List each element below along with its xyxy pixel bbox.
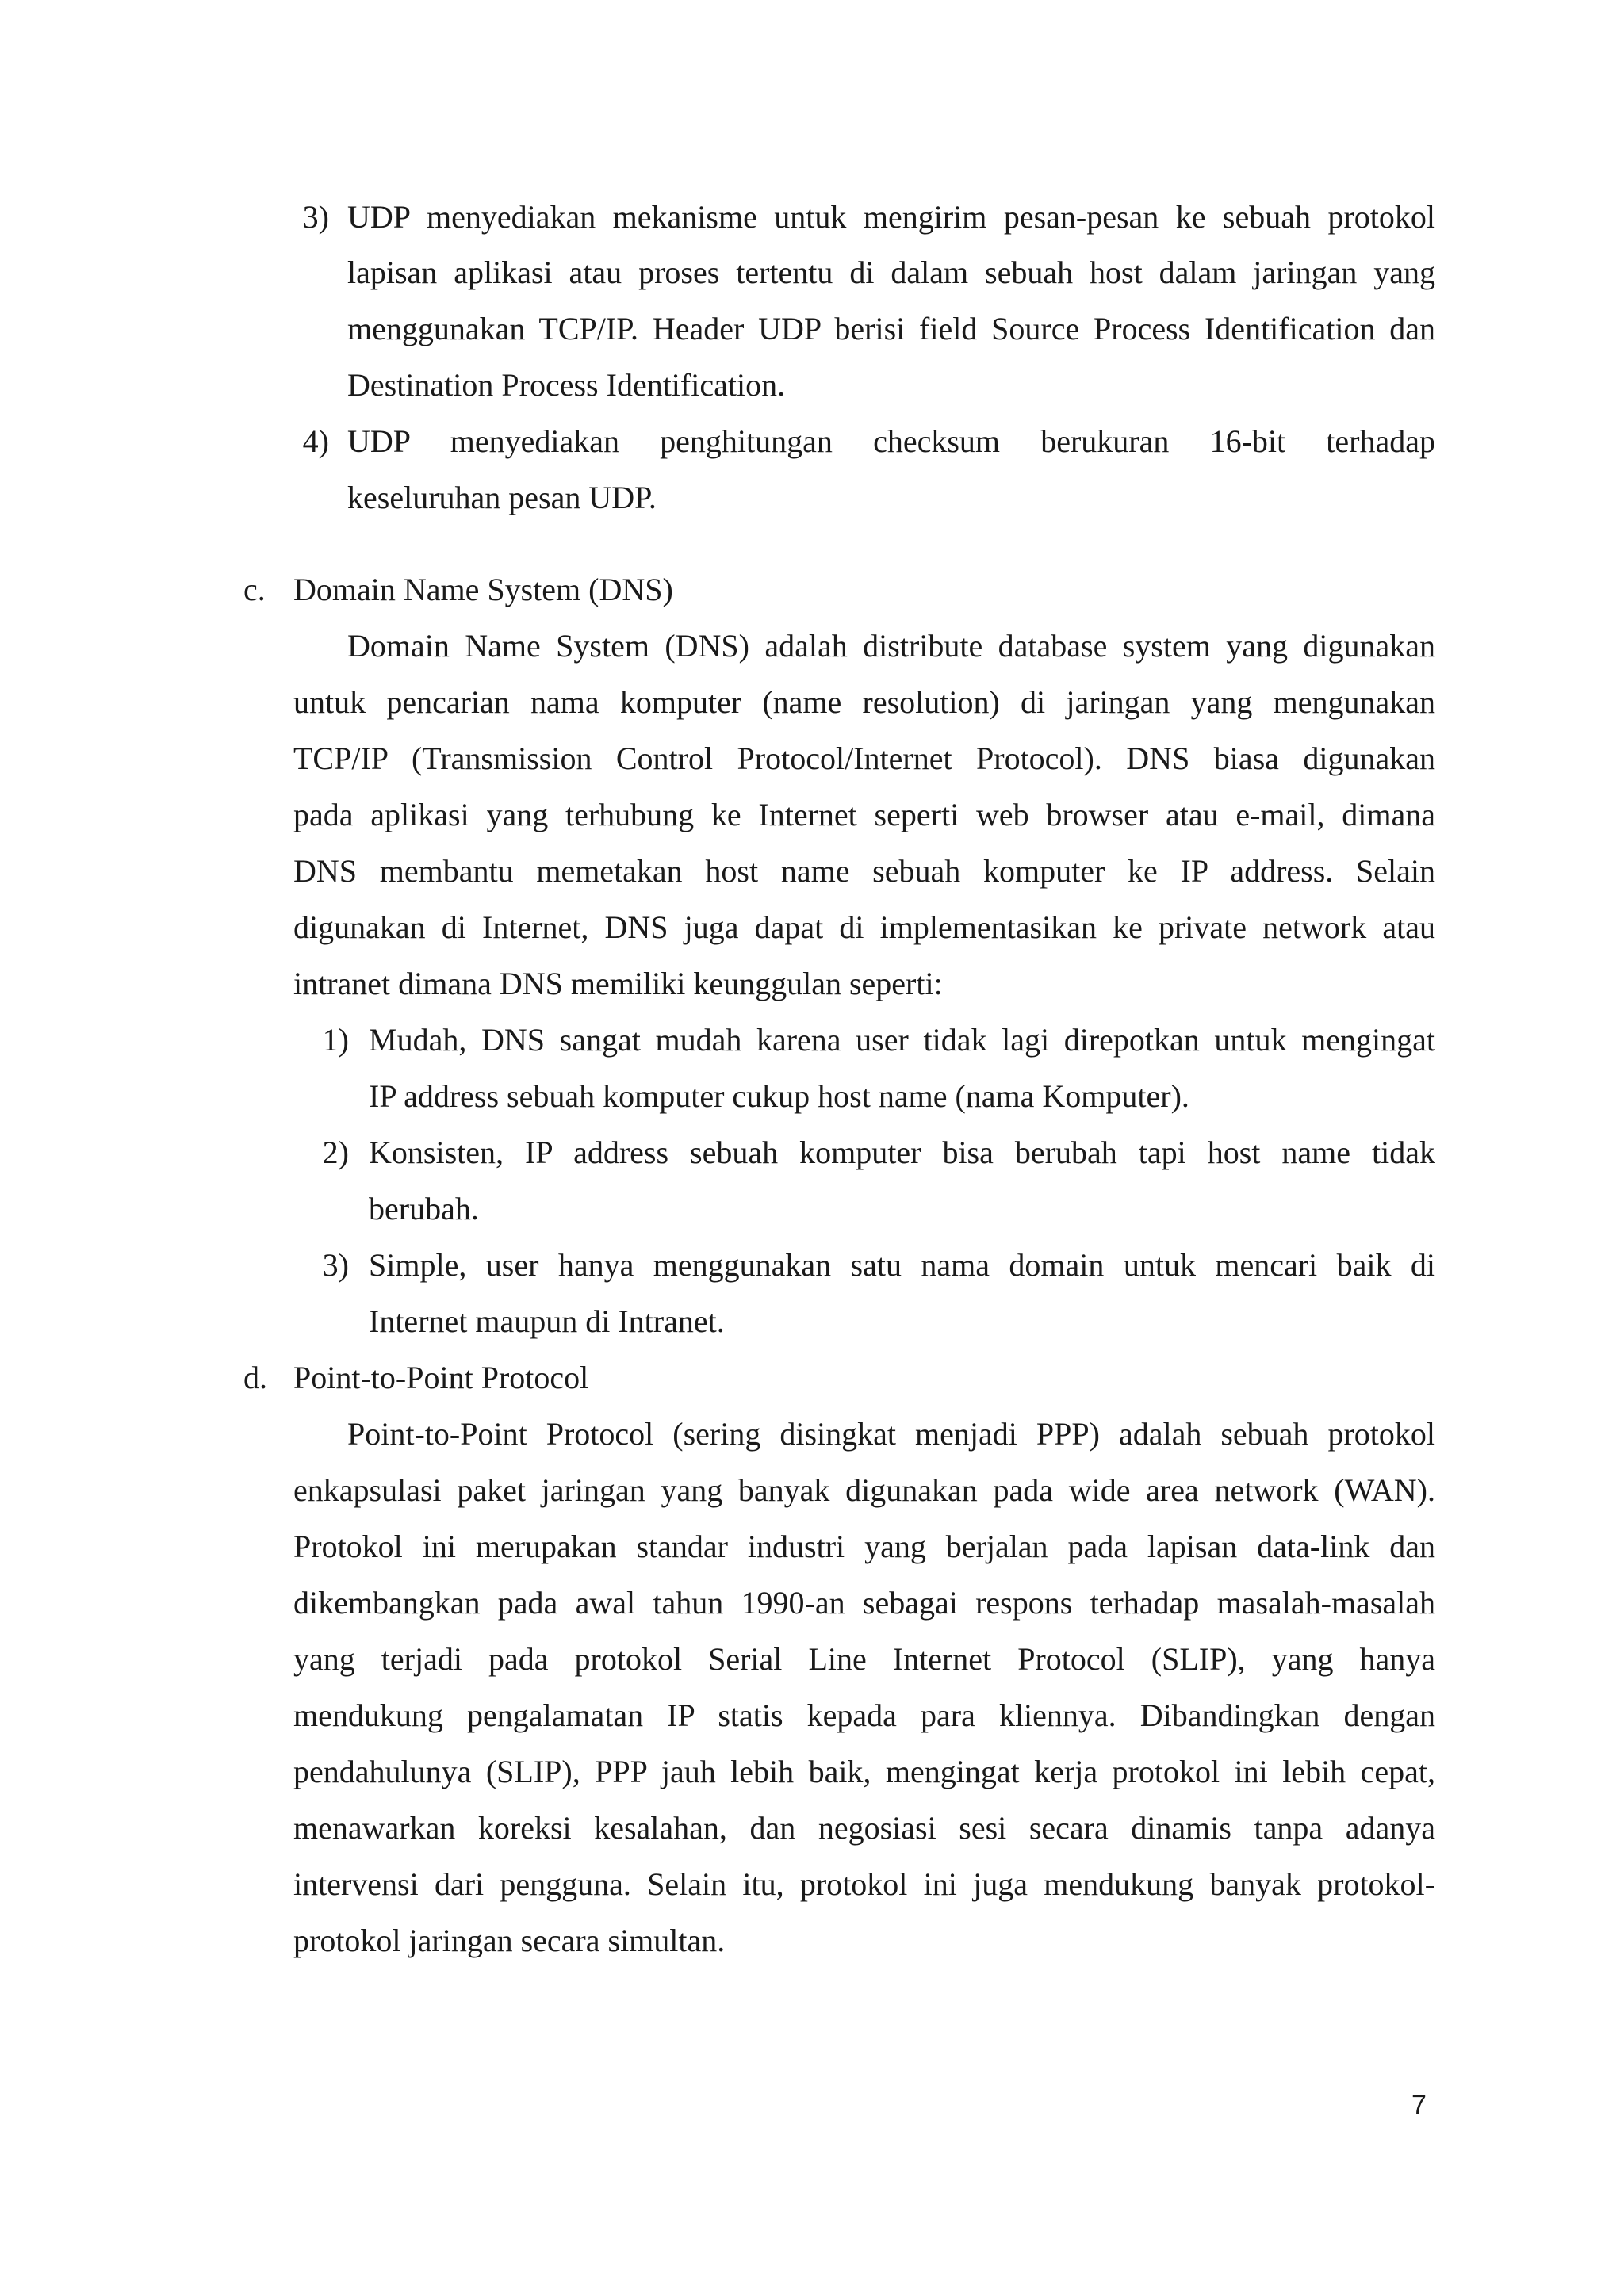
text-line: Simple, user hanya menggunakan satu nama domain untuk mencari baik di bbox=[369, 1247, 1435, 1283]
paragraph-line: menawarkan koreksi kesalahan, dan negosiasi sesi secara dinamis tanpa adanya bbox=[293, 1810, 1435, 1846]
paragraph-line: mendukung pengalamatan IP statis kepada para kliennya. Dibandingkan dengan bbox=[293, 1697, 1435, 1733]
paragraph-line: DNS membantu memetakan host name sebuah komputer ke IP address. Selain bbox=[293, 853, 1435, 889]
paragraph-line: digunakan di Internet, DNS juga dapat di implementasikan ke private network atau bbox=[293, 909, 1435, 945]
paragraph-line: pada aplikasi yang terhubung ke Internet seperti web browser atau e-mail, dimana bbox=[293, 797, 1435, 832]
list-number: 1) bbox=[322, 1022, 349, 1058]
page-number: 7 bbox=[1411, 2090, 1427, 2120]
paragraph-line: dikembangkan pada awal tahun 1990-an sebagai respons terhadap masalah-masalah bbox=[293, 1585, 1435, 1621]
paragraph-line: yang terjadi pada protokol Serial Line Internet Protocol (SLIP), yang hanya bbox=[293, 1641, 1435, 1677]
paragraph-line: pendahulunya (SLIP), PPP jauh lebih baik, mengingat kerja protokol ini lebih cepat, bbox=[293, 1754, 1435, 1789]
text-line: Mudah, DNS sangat mudah karena user tidak lagi direpotkan untuk mengingat bbox=[369, 1022, 1435, 1058]
text-line: IP address sebuah komputer cukup host name (nama Komputer). bbox=[369, 1078, 1189, 1114]
paragraph-line: protokol jaringan secara simultan. bbox=[293, 1923, 726, 1958]
section-marker: d. bbox=[243, 1360, 267, 1395]
text-line: keseluruhan pesan UDP. bbox=[347, 480, 657, 515]
paragraph-line: Protokol ini merupakan standar industri yang berjalan pada lapisan data-link dan bbox=[293, 1529, 1435, 1564]
section-heading: Domain Name System (DNS) bbox=[293, 572, 673, 607]
section-marker: c. bbox=[243, 572, 266, 607]
text-line: menggunakan TCP/IP. Header UDP berisi field Source Process Identification dan bbox=[347, 311, 1435, 346]
list-number: 3) bbox=[302, 199, 329, 235]
paragraph-line: Point-to-Point Protocol (sering disingkat menjadi PPP) adalah sebuah protokol bbox=[347, 1416, 1435, 1452]
paragraph-line: untuk pencarian nama komputer (name resolution) di jaringan yang mengunakan bbox=[293, 684, 1435, 720]
paragraph-line: Domain Name System (DNS) adalah distribute database system yang digunakan bbox=[347, 628, 1435, 664]
text-line: berubah. bbox=[369, 1191, 479, 1226]
list-number: 3) bbox=[322, 1247, 349, 1283]
text-line: UDP menyediakan penghitungan checksum berukuran 16-bit terhadap bbox=[347, 423, 1435, 459]
text-line: Destination Process Identification. bbox=[347, 367, 786, 403]
text-line: lapisan aplikasi atau proses tertentu di dalam sebuah host dalam jaringan yang bbox=[347, 254, 1435, 290]
text-line: Internet maupun di Intranet. bbox=[369, 1303, 725, 1339]
text-line: Konsisten, IP address sebuah komputer bisa berubah tapi host name tidak bbox=[369, 1135, 1435, 1170]
paragraph-line: TCP/IP (Transmission Control Protocol/Internet Protocol). DNS biasa digunakan bbox=[293, 740, 1435, 776]
text-line: UDP menyediakan mekanisme untuk mengirim pesan-pesan ke sebuah protokol bbox=[347, 199, 1435, 235]
paragraph-line: intervensi dari pengguna. Selain itu, protokol ini juga mendukung banyak protokol- bbox=[293, 1866, 1435, 1902]
list-number: 4) bbox=[302, 423, 329, 459]
paragraph-line: enkapsulasi paket jaringan yang banyak digunakan pada wide area network (WAN). bbox=[293, 1472, 1435, 1508]
section-heading: Point-to-Point Protocol bbox=[293, 1360, 589, 1395]
list-number: 2) bbox=[322, 1135, 349, 1170]
paragraph-line: intranet dimana DNS memiliki keunggulan seperti: bbox=[293, 966, 943, 1001]
